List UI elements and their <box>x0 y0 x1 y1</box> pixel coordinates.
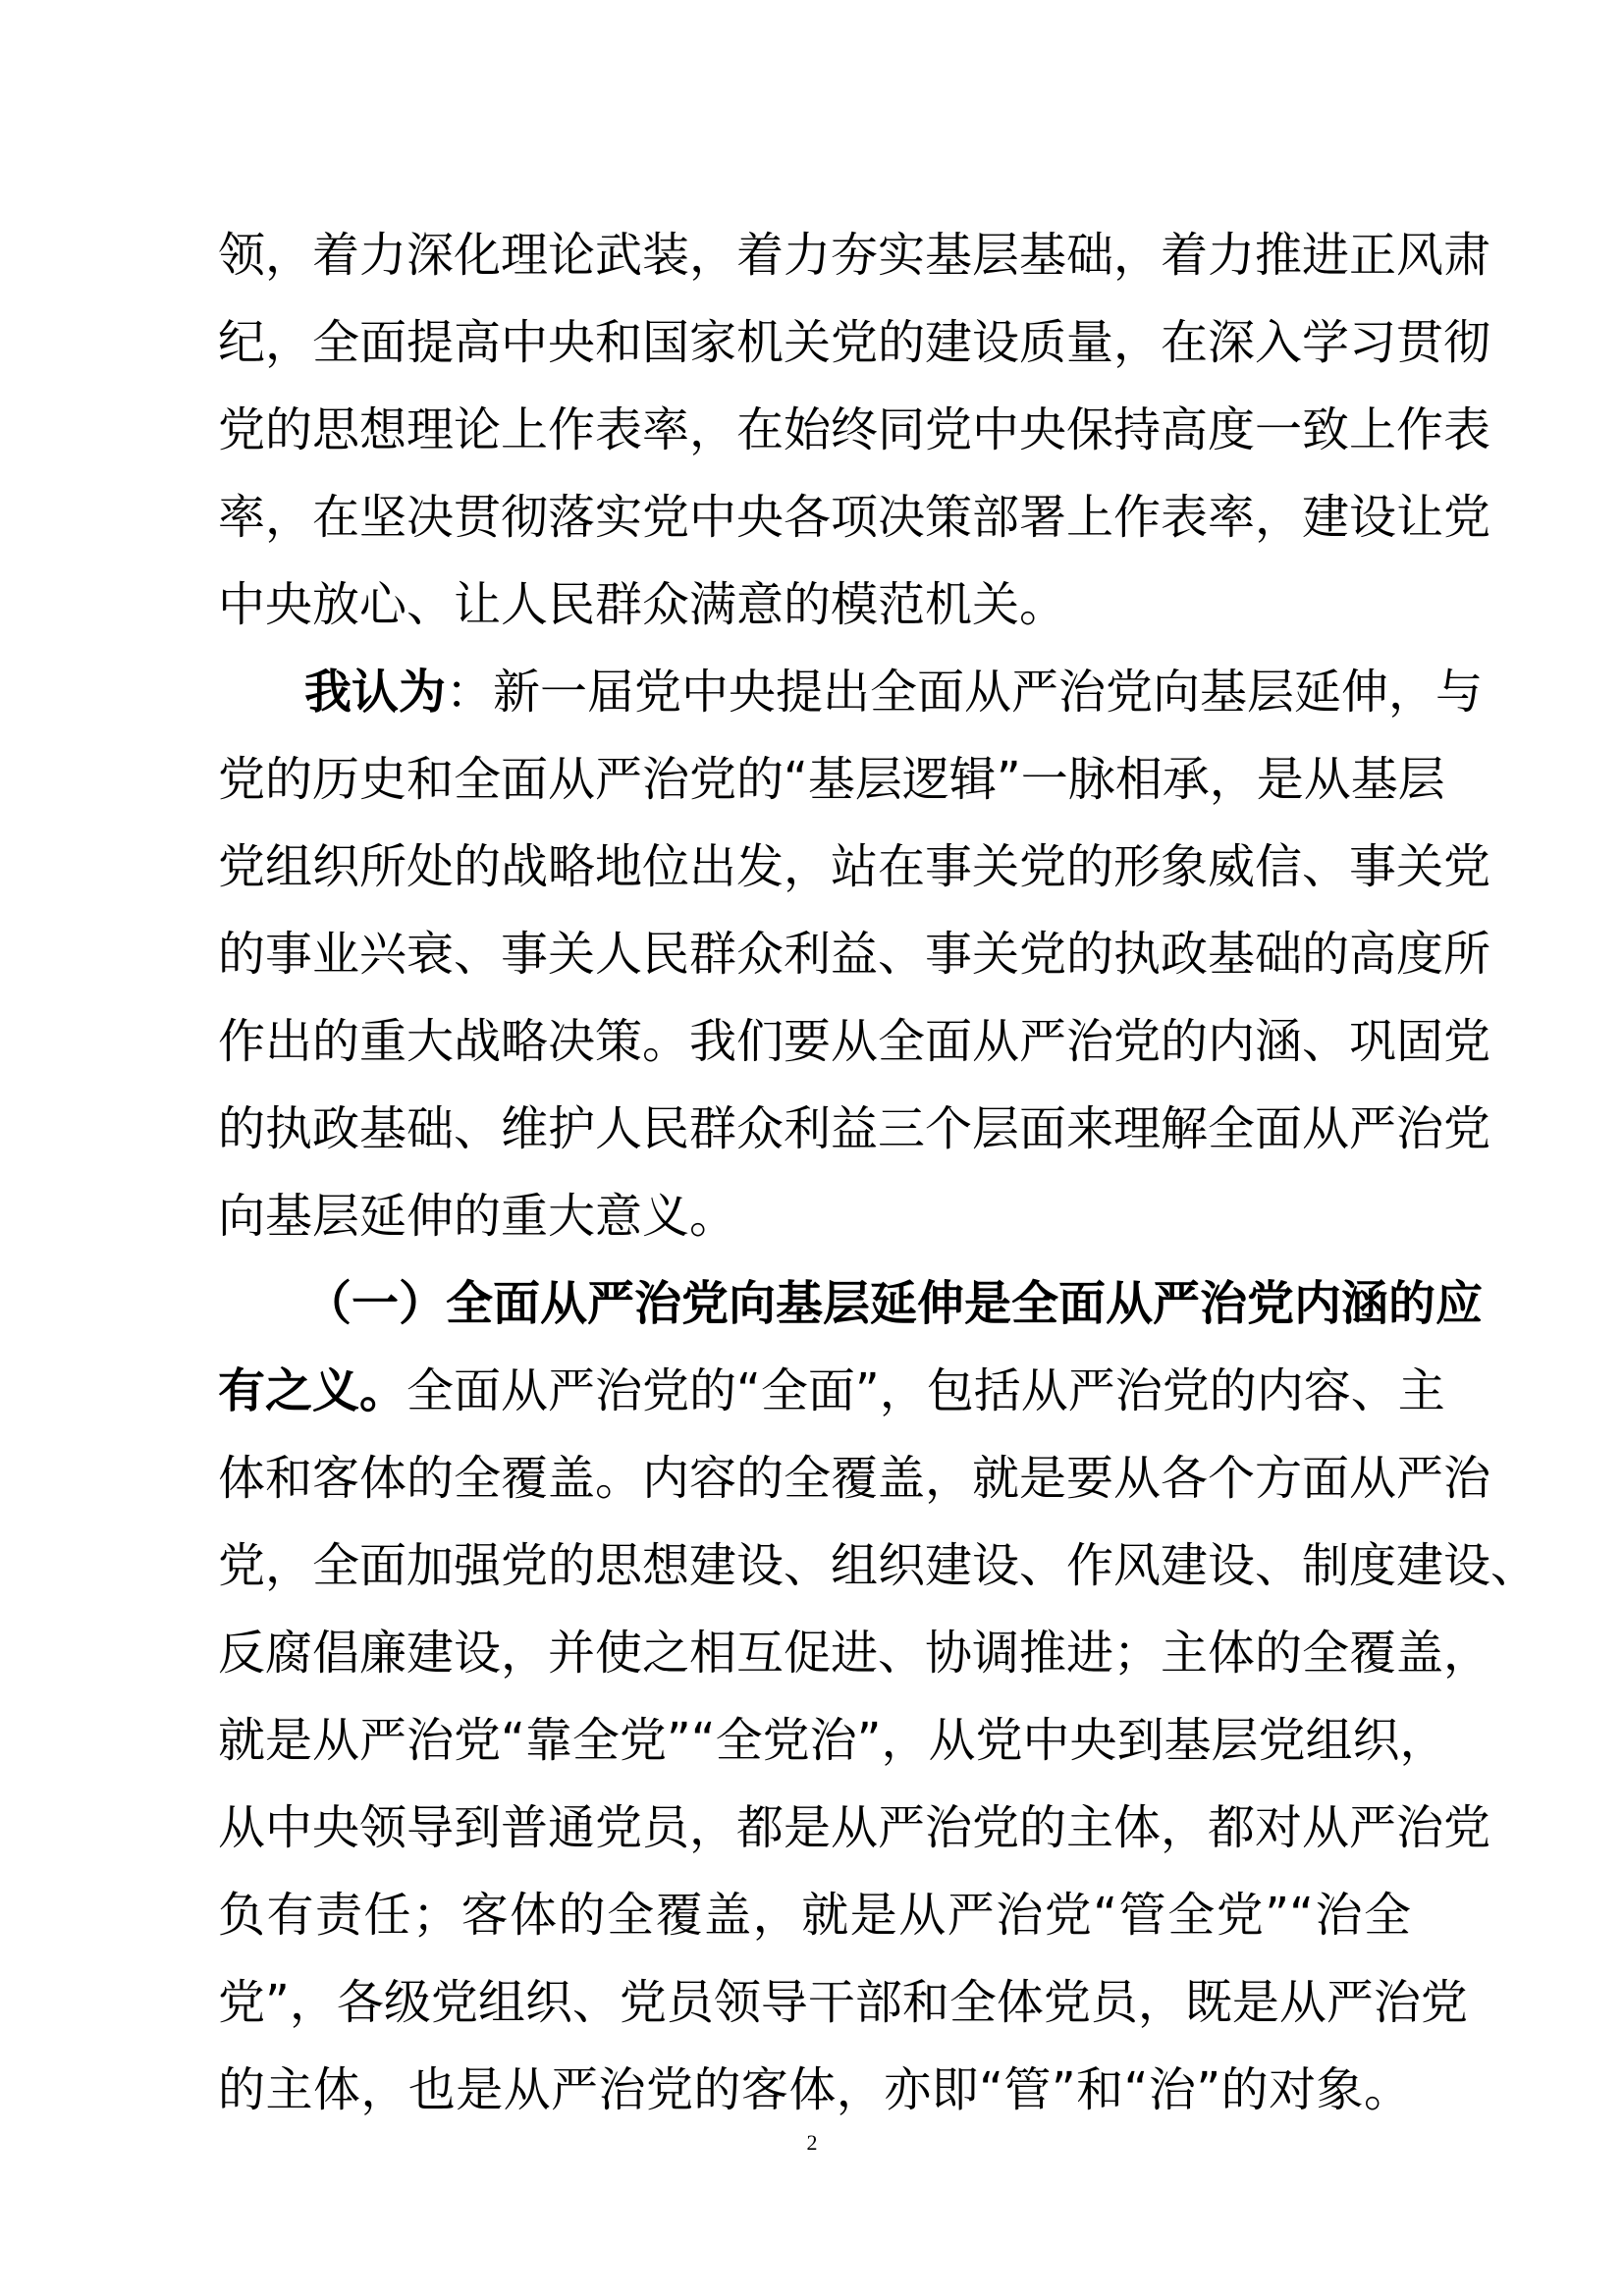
section-heading-line: （一）全面从严治党向基层延伸是全面从严治党内涵的应 <box>304 1276 1484 1331</box>
text-line: 体和客体的全覆盖。内容的全覆盖，就是要从各个方面从严治 <box>218 1451 1491 1506</box>
text-line: 从中央领导到普通党员，都是从严治党的主体，都对从严治党 <box>218 1800 1491 1855</box>
text-run: 全面从严治党的“全面”，包括从严治党的内容、主 <box>406 1363 1445 1418</box>
text-line: 领，着力深化理论武装，着力夯实基层基础，着力推进正风肃 <box>218 228 1491 283</box>
text-line: 党的历史和全面从严治党的“基层逻辑”一脉相承，是从基层 <box>218 752 1445 807</box>
text-line: 的事业兴衰、事关人民群众利益、事关党的执政基础的高度所 <box>218 927 1491 982</box>
text-line: 的主体，也是从严治党的客体，亦即“管”和“治”的对象。 <box>218 2062 1411 2117</box>
page-number: 2 <box>806 2130 818 2155</box>
text-line: 党组织所处的战略地位出发，站在事关党的形象威信、事关党 <box>218 839 1491 894</box>
text-line: 向基层延伸的重大意义。 <box>218 1189 737 1244</box>
text-line: 率，在坚决贯彻落实党中央各项决策部署上作表率，建设让党 <box>218 490 1491 545</box>
text-line: 党，全面加强党的思想建设、组织建设、作风建设、制度建设、 <box>218 1538 1539 1593</box>
text-line: 纪，全面提高中央和国家机关党的建设质量，在深入学习贯彻 <box>218 315 1491 370</box>
lead-bold-phrase: 我认为 <box>304 665 447 720</box>
text-run: ：新一届党中央提出全面从严治党向基层延伸，与 <box>446 665 1484 720</box>
section-heading-continuation <box>218 1357 1445 1425</box>
text-line: 作出的重大战略决策。我们要从全面从严治党的内涵、巩固党 <box>218 1014 1491 1069</box>
text-line: 负有责任；客体的全覆盖，就是从严治党“管全党”“治全 <box>218 1888 1411 1943</box>
section-heading-end: 有之义。 <box>218 1363 407 1418</box>
text-line: 的执政基础、维护人民群众利益三个层面来理解全面从严治党 <box>218 1101 1491 1156</box>
text-line: 就是从严治党“靠全党”“全党治”，从党中央到基层党组织， <box>218 1713 1447 1768</box>
text-line: 党的思想理论上作表率，在始终同党中央保持高度一致上作表 <box>218 402 1491 457</box>
text-line: 反腐倡廉建设，并使之相互促进、协调推进；主体的全覆盖， <box>218 1626 1491 1681</box>
text-line: 中央放心、让人民群众满意的模范机关。 <box>218 577 1067 632</box>
paragraph-opening-line <box>304 658 1484 726</box>
text-line: 党”，各级党组织、党员领导干部和全体党员，既是从严治党 <box>218 1975 1468 2030</box>
